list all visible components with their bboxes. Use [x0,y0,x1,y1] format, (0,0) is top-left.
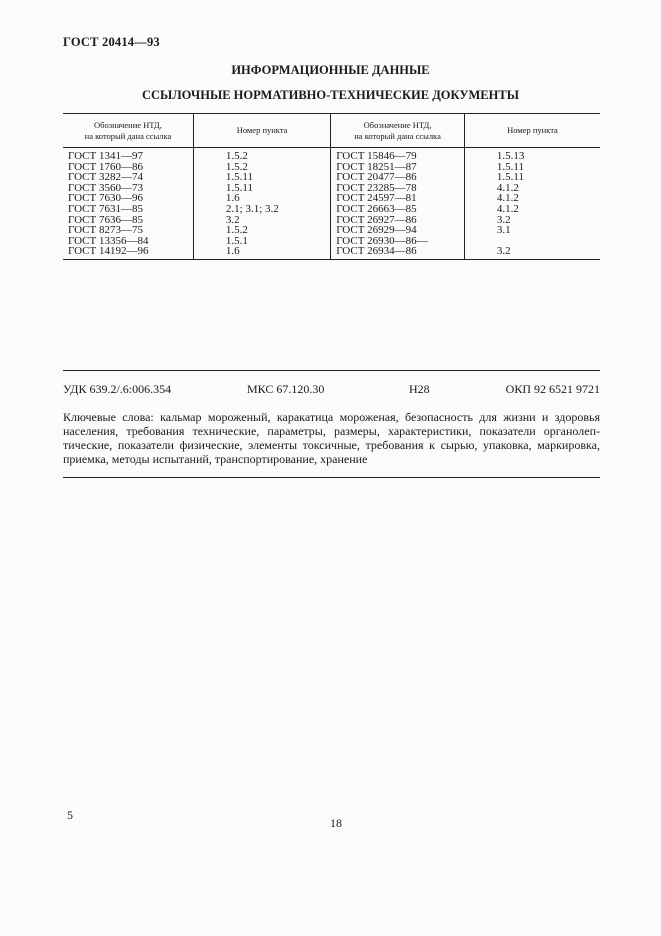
table-row [63,193,600,204]
udk-code: УДК 639.2/.6:006.354 [63,382,172,396]
designation-cell: ГОСТ 7630—96 [68,192,143,205]
table-row [63,172,600,183]
column-header-designation: Обозначение НТД, на который дана ссылка [331,114,465,148]
designation-cell: ГОСТ 23285—78 [331,183,465,194]
category-code: Н28 [409,382,430,396]
designation-cell: ГОСТ 26663—85 [331,204,465,215]
clause-cell: 2.1; 3.1; 3.2 [193,204,330,215]
divider [63,477,600,478]
clause-cell: 1.5.13 [464,148,600,162]
clause-cell: 3.1 [464,225,600,236]
clause-cell: 1.5.2 [193,225,330,236]
designation-cell: ГОСТ 15846—79 [331,148,465,162]
designation-cell: ГОСТ 1760—86 [68,160,143,173]
clause-cell: 1.6 [193,193,330,204]
designation-cell: ГОСТ 7631—85 [68,202,143,215]
clause-cell: 3.2 [464,246,600,259]
designation-cell: ГОСТ 14192—96 [68,245,149,258]
column-header-clause: Номер пункта [193,114,330,148]
designation-cell: ГОСТ 8273—75 [68,224,143,237]
column-header-clause: Номер пункта [464,114,600,148]
document-code: ГОСТ 20414—93 [63,35,160,49]
table-row [63,204,600,215]
classification-row [63,382,600,396]
column-header-designation: Обозначение НТД, на который дана ссылка [63,114,193,148]
designation-cell: ГОСТ 18251—87 [331,162,465,173]
clause-cell: 1.5.2 [193,162,330,173]
designation-cell: ГОСТ 26934—86 [331,246,465,259]
clause-cell: 1.5.11 [464,162,600,173]
table-header-row [63,114,600,148]
designation-cell: ГОСТ 20477—86 [331,172,465,183]
margin-page-number: 5 [67,808,73,822]
table-row [63,148,600,162]
designation-cell: ГОСТ 26927—86 [331,215,465,226]
clause-cell: 1.6 [193,246,330,259]
keywords-paragraph: Ключевые слова: кальмар мороженый, каракатица мороженая, безопасность для жизни и здоровья населения, требования технические, параметры, размеры, характеристики, показатели органолеп-тические, показатели физические, элементы токсичные, требования к сырью, упаковка, маркировка, приемка, методы испытаний, транспортирование, хранение [63,410,600,466]
references-title: ССЫЛОЧНЫЕ НОРМАТИВНО-ТЕХНИЧЕСКИЕ ДОКУМЕНТЫ [142,88,519,102]
clause-cell [464,236,600,247]
clause-cell: 3.2 [464,215,600,226]
table-row [63,183,600,194]
references-table [63,113,600,260]
designation-cell: ГОСТ 24597—81 [331,193,465,204]
designation-cell: ГОСТ 3560—73 [68,181,143,194]
clause-cell: 1.5.1 [193,236,330,247]
clause-cell: 4.1.2 [464,183,600,194]
info-title: ИНФОРМАЦИОННЫЕ ДАННЫЕ [231,63,430,77]
designation-cell: ГОСТ 7636—85 [68,213,143,226]
page-number: 18 [330,816,342,830]
table-row [63,215,600,226]
clause-cell: 1.5.11 [193,172,330,183]
clause-cell: 1.5.2 [193,148,330,162]
designation-cell: ГОСТ 1341—97 [68,150,143,162]
clause-cell: 1.5.11 [193,183,330,194]
clause-cell: 4.1.2 [464,204,600,215]
okp-code: ОКП 92 6521 9721 [505,382,600,396]
table-row [63,246,600,259]
designation-cell: ГОСТ 13356—84 [68,234,149,247]
designation-cell: ГОСТ 3282—74 [68,171,143,184]
clause-cell: 4.1.2 [464,193,600,204]
divider [63,370,600,371]
designation-cell: ГОСТ 26929—94 [331,225,465,236]
designation-cell: ГОСТ 26930—86— [331,236,465,247]
mks-code: МКС 67.120.30 [247,382,325,396]
clause-cell: 1.5.11 [464,172,600,183]
clause-cell: 3.2 [193,215,330,226]
